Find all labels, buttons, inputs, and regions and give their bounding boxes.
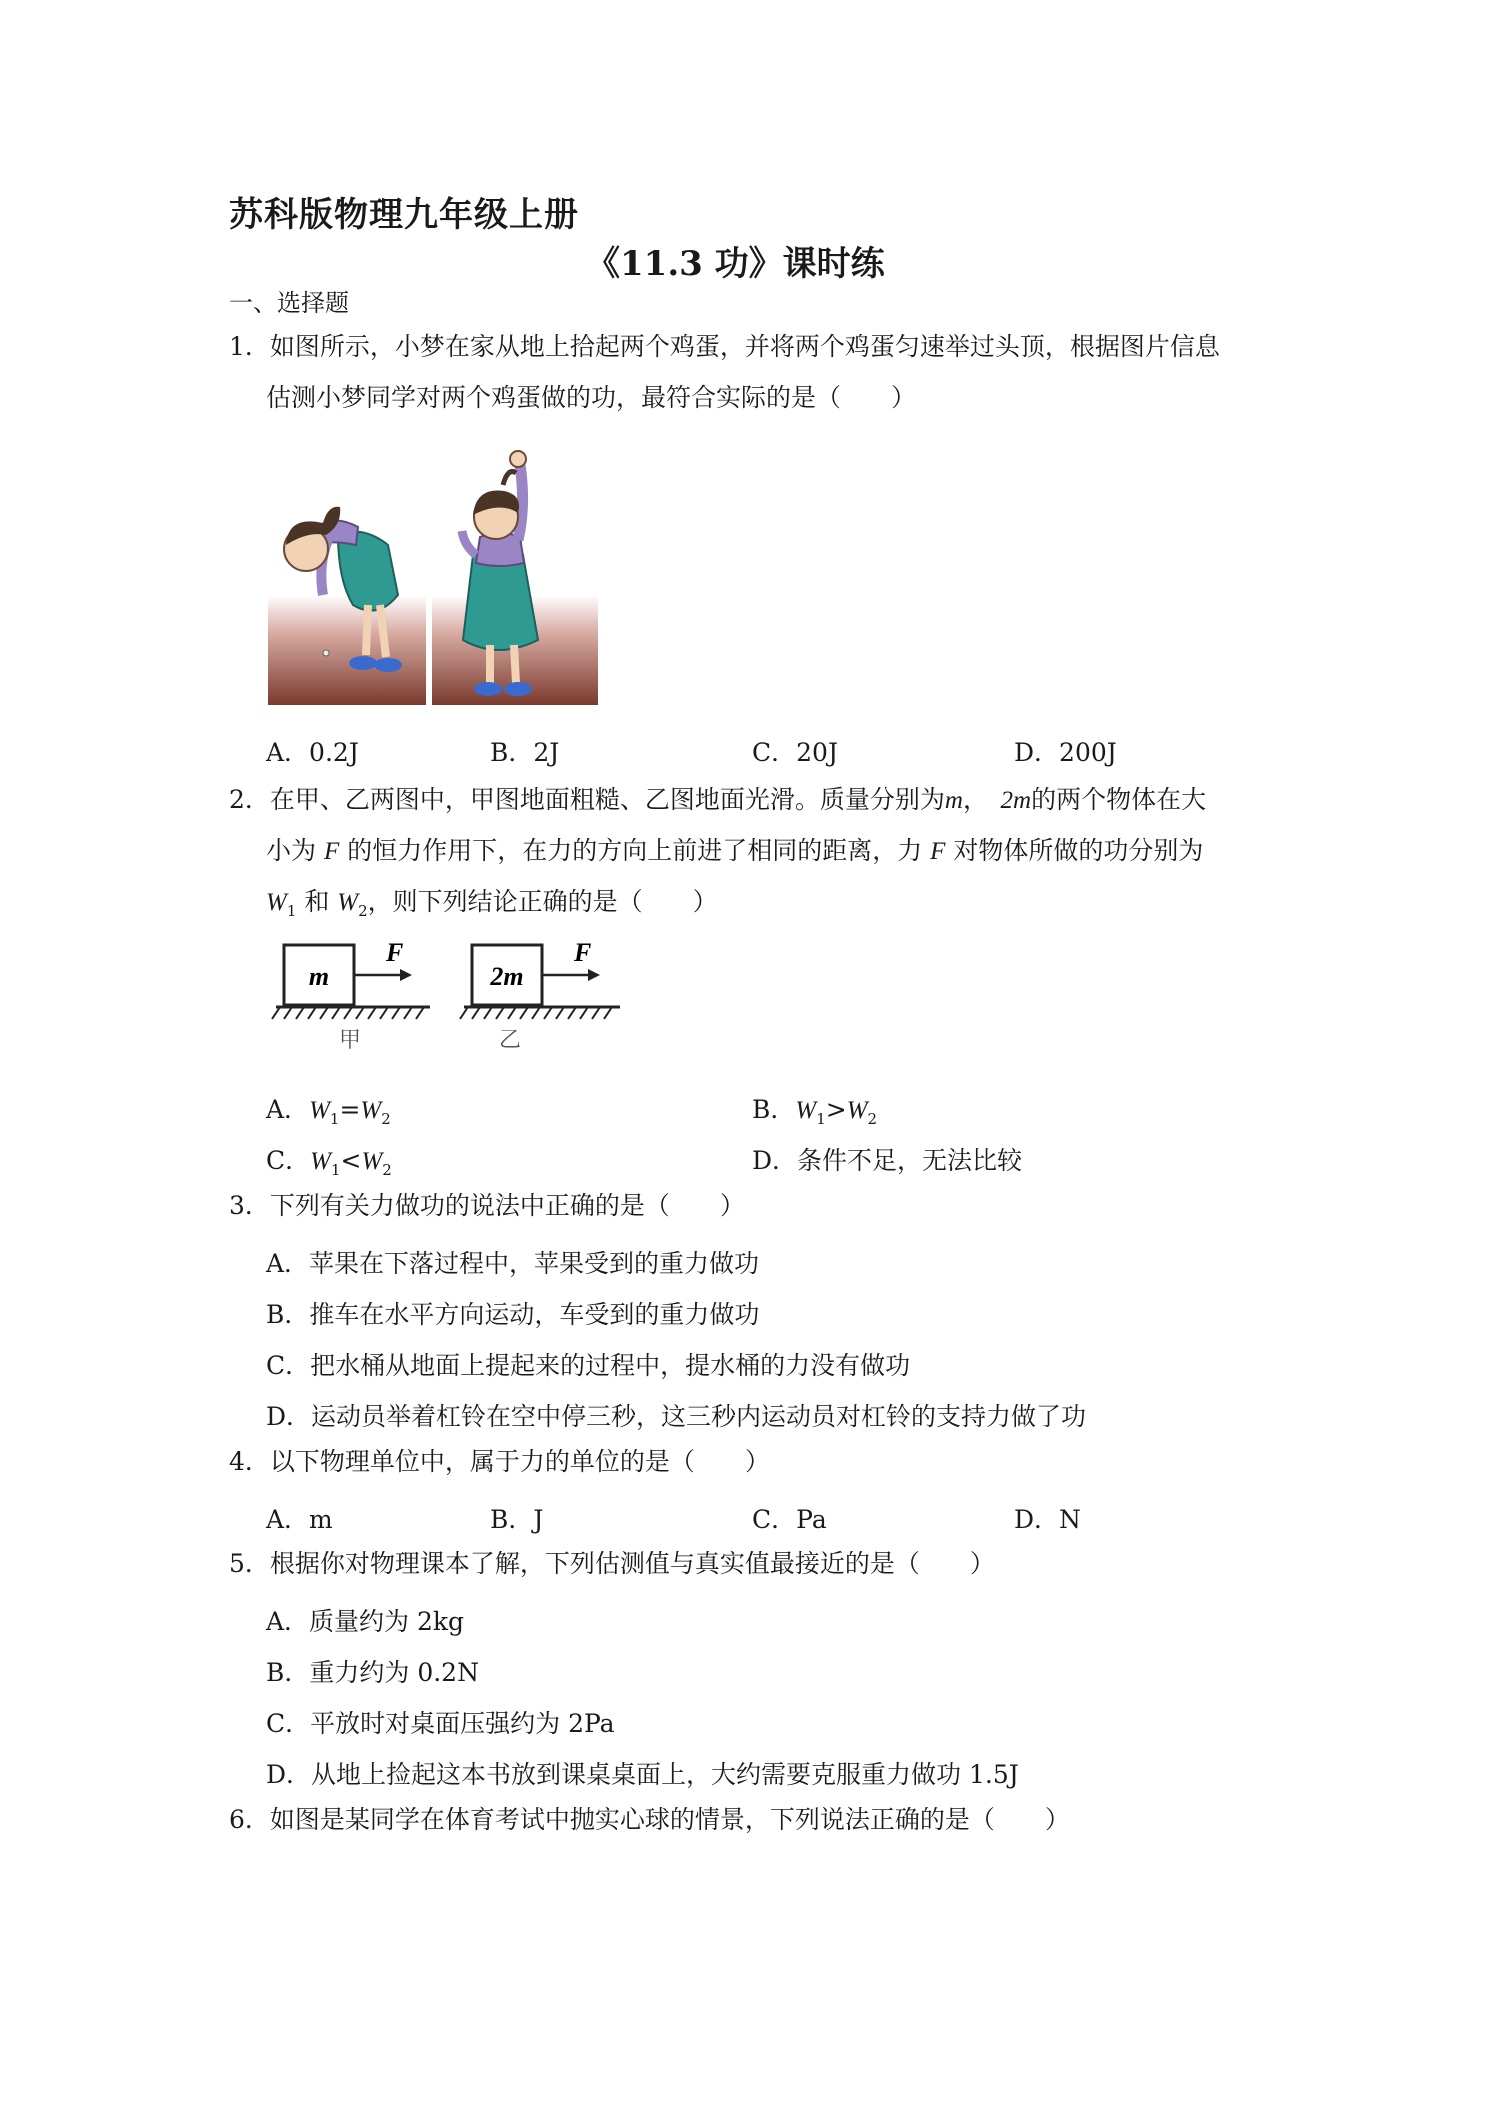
question-6-stem (229, 1794, 1070, 1845)
q1-option-d: D．200J (1014, 738, 1117, 767)
q2-option-b (752, 1090, 877, 1128)
floor-left (268, 595, 426, 705)
var-w: W (310, 1148, 331, 1175)
question-text: 根据你对物理课本了解，下列估测值与真实值最接近的是（ ） (269, 1549, 995, 1578)
q5-option-a: A．质量约为 2kg (266, 1607, 465, 1636)
question-1-line-2: 估测小梦同学对两个鸡蛋做的功，最符合实际的是（ ） (266, 383, 917, 412)
var-w: W (309, 1097, 330, 1124)
figure-label-jia: 甲 (338, 1028, 362, 1053)
subscript: 1 (329, 1110, 340, 1128)
q4-option-b: B．J (490, 1505, 544, 1534)
question-number: 4． (229, 1447, 270, 1476)
question-number: 5． (229, 1549, 270, 1578)
question-number: 6． (229, 1805, 270, 1834)
var-m: m (944, 787, 963, 814)
question-text: 如图是某同学在体育考试中抛实心球的情景，下列说法正确的是（ ） (269, 1805, 1070, 1834)
block-label-2m: 2m (490, 962, 524, 991)
q5-option-c: C．平放时对桌面压强约为 2Pa (266, 1709, 615, 1738)
q3-option-b: B．推车在水平方向运动，车受到的重力做功 (266, 1300, 760, 1329)
operator: = (339, 1095, 361, 1124)
question-text: 在甲、乙两图中，甲图地面粗糙、乙图地面光滑。质量分别为 (269, 785, 945, 814)
book-title: 苏科版物理九年级上册 (229, 195, 579, 235)
q4-option-c: C．Pa (752, 1505, 827, 1534)
q1-option-a: A．0.2J (266, 738, 359, 767)
force-label: F (386, 938, 404, 967)
subscript: 2 (382, 1161, 392, 1179)
var-w: W (360, 1097, 382, 1124)
question-text: 如图所示，小梦在家从地上拾起两个鸡蛋，并将两个鸡蛋匀速举过头顶，根据图片信息 (269, 332, 1220, 361)
q1-option-c: C．20J (752, 738, 838, 767)
subscript: 1 (330, 1161, 341, 1179)
force-label: F (574, 938, 592, 967)
question-text: 的恒力作用下，在力的方向上前进了相同的距离，力 (347, 836, 923, 865)
question-2-line-2 (266, 825, 1203, 877)
operator: > (825, 1095, 847, 1124)
question-text: 下列有关力做功的说法中正确的是（ ） (269, 1191, 745, 1220)
q3-option-d: D．运动员举着杠铃在空中停三秒，这三秒内运动员对杠铃的支持力做了功 (266, 1402, 1087, 1431)
subscript: 1 (816, 1110, 826, 1128)
subscript: 2 (381, 1110, 391, 1128)
question-4-stem (229, 1436, 770, 1487)
var-w: W (266, 889, 287, 916)
question-text: ，则下列结论正确的是（ ） (367, 887, 718, 916)
question-5-stem (229, 1538, 995, 1589)
q5-option-d: D．从地上捡起这本书放到课桌桌面上，大约需要克服重力做功 1.5J (266, 1760, 1019, 1789)
option-prefix: B． (752, 1095, 796, 1124)
block-diagram-jia (272, 938, 430, 1053)
option-prefix: C． (266, 1146, 311, 1175)
question-2-line-3 (266, 876, 718, 937)
question-number: 3． (229, 1191, 270, 1220)
subscript: 1 (286, 902, 297, 920)
q2-option-d: D．条件不足，无法比较 (752, 1146, 1023, 1175)
q1-option-b: B．2J (490, 738, 560, 767)
var-2m: 2m (1000, 787, 1032, 814)
section-label: 一、选择题 (229, 289, 349, 317)
block-diagram-yi (460, 938, 620, 1053)
question-text: 对物体所做的功分别为 (953, 836, 1204, 865)
q4-option-a: A．m (266, 1505, 333, 1534)
q2-option-c (266, 1141, 392, 1179)
question-text: 小为 (266, 836, 317, 865)
question-1-line-1 (229, 321, 1220, 372)
q3-option-a: A．苹果在下落过程中，苹果受到的重力做功 (266, 1249, 760, 1278)
q5-option-b: B．重力约为 0.2N (266, 1658, 479, 1687)
question-3-stem (229, 1180, 745, 1231)
var-w: W (361, 1148, 383, 1175)
block-label-m: m (308, 962, 330, 991)
q2-option-a (266, 1090, 391, 1128)
var-f: F (323, 838, 340, 865)
var-w: W (846, 1097, 868, 1124)
girl-lifting-eggs-figure (268, 445, 598, 707)
question-2-line-1 (229, 774, 1206, 826)
figure-label-yi: 乙 (498, 1028, 522, 1053)
operator: < (340, 1146, 362, 1175)
q4-option-d: D．N (1014, 1505, 1081, 1534)
comma: ， (962, 785, 976, 814)
var-w: W (795, 1097, 817, 1124)
option-prefix: A． (266, 1095, 310, 1124)
var-f: F (930, 838, 946, 865)
lesson-title: 《11.3 功》课时练 (586, 244, 885, 284)
question-text: 的两个物体在大 (1031, 785, 1207, 814)
subscript: 2 (358, 902, 368, 920)
question-number: 1． (229, 332, 270, 361)
q3-option-c: C．把水桶从地面上提起来的过程中，提水桶的力没有做功 (266, 1351, 911, 1380)
conjunction: 和 (304, 887, 330, 916)
question-text: 以下物理单位中，属于力的单位的是（ ） (269, 1447, 770, 1476)
subscript: 2 (867, 1110, 878, 1128)
question-number: 2． (229, 785, 270, 814)
var-w: W (337, 889, 359, 916)
force-blocks-figure (270, 935, 630, 1055)
